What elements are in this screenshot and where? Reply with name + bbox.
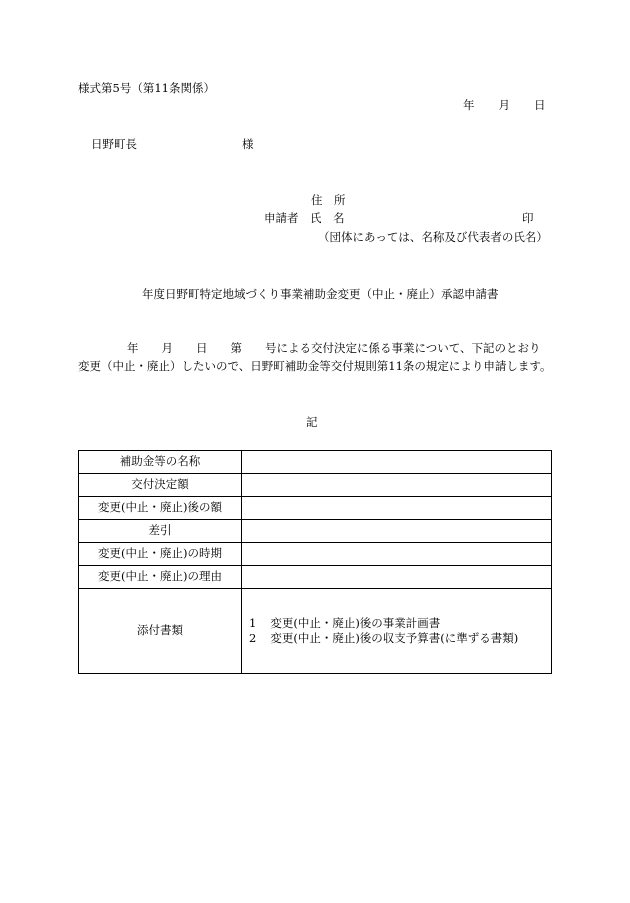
address-label: 住 所 (311, 193, 346, 207)
row-value (242, 566, 552, 589)
list-item (249, 618, 551, 630)
attachment-number: 1 (249, 616, 257, 630)
table-row (79, 566, 552, 589)
table-row (79, 474, 552, 497)
document-title: 年度日野町特定地域づくり事業補助金変更（中止・廃止）承認申請書 (142, 287, 499, 301)
row-value (242, 520, 552, 543)
addressee-name: 日野町長 (91, 137, 137, 151)
form-number: 様式第5号（第11条関係） (78, 81, 215, 95)
date-line (463, 100, 546, 112)
seal-mark: 印 (522, 211, 534, 225)
applicant-name-label: 申請者 氏 名 (264, 211, 345, 225)
application-table (78, 450, 552, 674)
table-row-attachments (79, 589, 552, 674)
date-month: 月 (498, 98, 510, 112)
row-label: 変更(中止・廃止)後の額 (79, 497, 242, 520)
row-value (242, 497, 552, 520)
table-row (79, 520, 552, 543)
body-text-line-2: 変更（中止・廃止）したいので、日野町補助金等交付規則第11条の規定により申請します。 (78, 359, 552, 373)
date-day: 日 (534, 98, 546, 112)
table-row (79, 543, 552, 566)
body-text-line-1: 年 月 日 第 号による交付決定に係る事業について、下記のとおり (127, 341, 541, 355)
list-item (249, 630, 551, 645)
attachments-label: 添付書類 (79, 589, 242, 674)
date-year: 年 (463, 98, 475, 112)
table-row (79, 497, 552, 520)
addressee-honorific: 様 (242, 137, 254, 151)
table-row (79, 451, 552, 474)
row-value (242, 474, 552, 497)
attachment-number: 2 (249, 630, 257, 645)
row-label: 交付決定額 (79, 474, 242, 497)
row-label: 補助金等の名称 (79, 451, 242, 474)
attachment-text: 変更(中止・廃止)後の収支予算書(に準ずる書類) (270, 630, 519, 645)
row-value (242, 451, 552, 474)
ki-heading: 記 (306, 415, 318, 429)
attachments-list (242, 618, 551, 644)
organization-note: （団体にあっては、名称及び代表者の氏名） (318, 230, 548, 244)
row-label: 変更(中止・廃止)の理由 (79, 566, 242, 589)
attachment-text: 変更(中止・廃止)後の事業計画書 (270, 616, 441, 630)
addressee (91, 137, 254, 151)
row-label: 差引 (79, 520, 242, 543)
attachments-cell (242, 589, 552, 674)
row-label: 変更(中止・廃止)の時期 (79, 543, 242, 566)
row-value (242, 543, 552, 566)
